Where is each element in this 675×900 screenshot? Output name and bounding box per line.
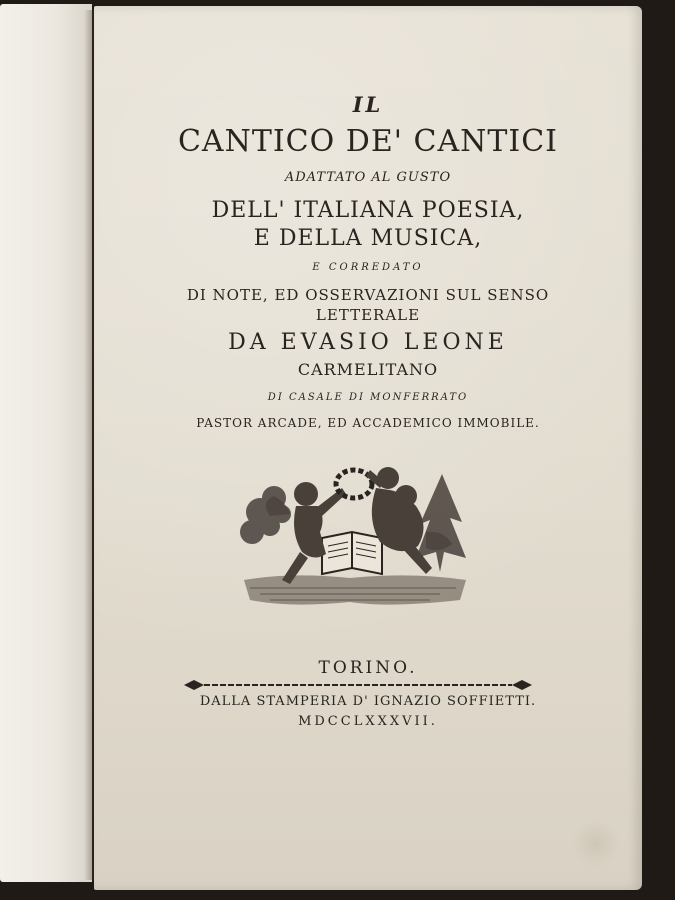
- subtitle-adapted: ADATTATO AL GUSTO: [284, 170, 452, 185]
- imprint-city: TORINO.: [318, 658, 418, 678]
- author-origin: DI CASALE DI MONFERRATO: [267, 392, 469, 403]
- ornamental-rule: [182, 678, 534, 692]
- subtitle-literal: LETTERALE: [315, 306, 421, 324]
- author-affiliation: PASTOR ARCADE, ED ACCADEMICO IMMOBILE.: [196, 416, 540, 430]
- title-article: IL: [352, 92, 384, 117]
- subtitle-poetry: DELL' ITALIANA POESIA,: [211, 198, 525, 223]
- author-name: DA EVASIO LEONE: [228, 330, 508, 355]
- imprint-printer: DALLA STAMPERIA D' IGNAZIO SOFFIETTI.: [199, 694, 537, 709]
- left-blank-page: [0, 4, 92, 882]
- paper-stain: [572, 820, 620, 868]
- cherubs-vignette-icon: [230, 462, 476, 616]
- subtitle-notes: DI NOTE, ED OSSERVAZIONI SUL SENSO: [186, 286, 550, 304]
- book-title: CANTICO DE' CANTICI: [177, 124, 559, 159]
- author-order: CARMELITANO: [297, 360, 439, 379]
- title-page: [94, 6, 642, 890]
- imprint-year: MDCCLXXXVII.: [298, 714, 438, 729]
- subtitle-music: E DELLA MUSICA,: [253, 226, 483, 251]
- subtitle-furnished: E CORREDATO: [312, 262, 424, 273]
